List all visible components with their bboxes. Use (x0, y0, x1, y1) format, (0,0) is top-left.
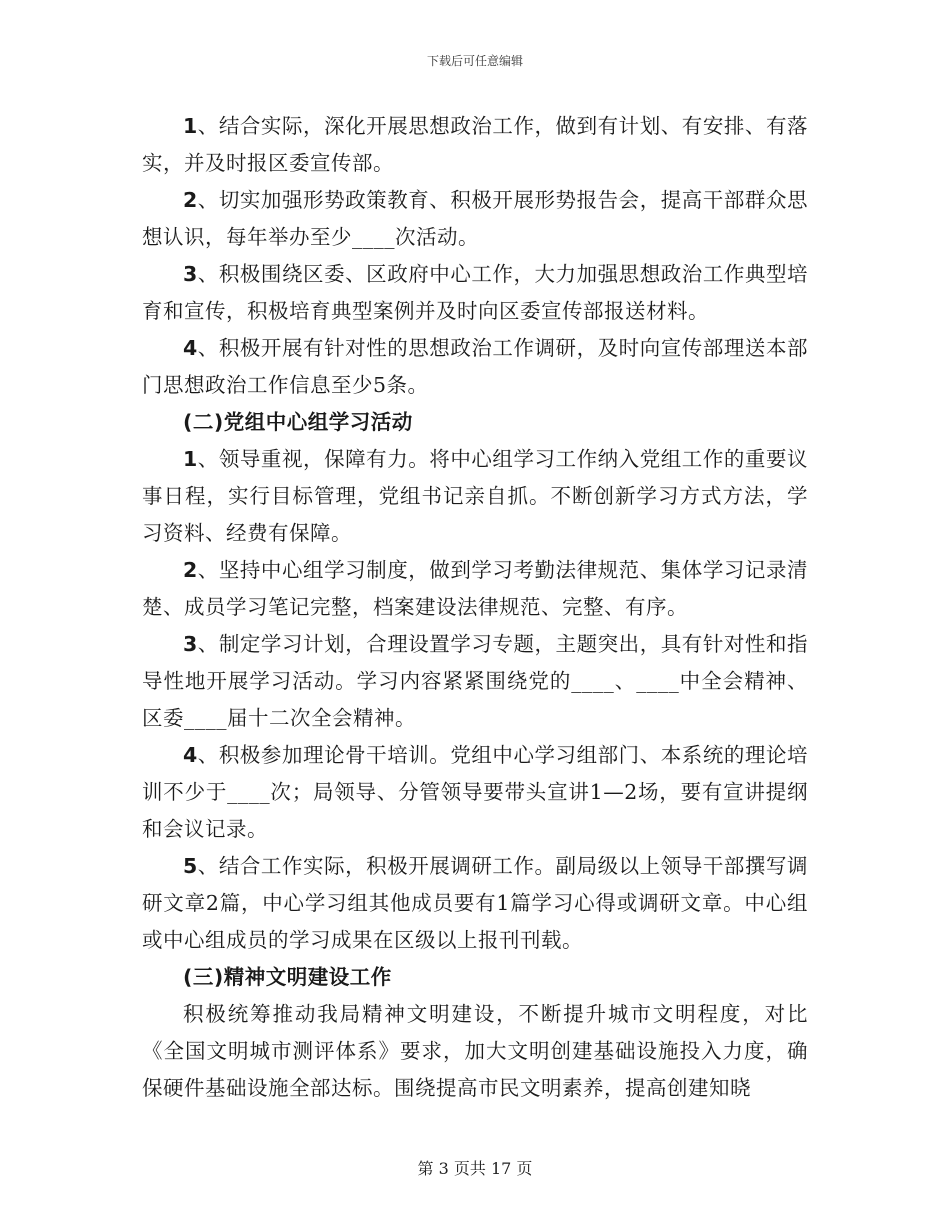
paragraph-item (142, 848, 808, 959)
paragraph-text: 、制定学习计划，合理设置学习专题，主题突出，具有针对性和指导性地开展学习活动。学习内容紧紧围绕党的____、____中全会精神、区委____届十二次全会精神。 (142, 632, 808, 730)
paragraph-item (142, 108, 808, 182)
paragraph-item (142, 330, 808, 404)
item-number: 3 (183, 632, 198, 656)
item-number: 1 (183, 114, 198, 138)
item-number: 5 (183, 854, 198, 878)
paragraph-text: 、结合实际，深化开展思想政治工作，做到有计划、有安排、有落实，并及时报区委宣传部。 (142, 114, 808, 175)
paragraph-text: 、切实加强形势政策教育、积极开展形势报告会，提高干部群众思想认识，每年举办至少____次活动。 (142, 188, 808, 249)
item-number: 4 (183, 743, 198, 767)
page-header: 下载后可任意编辑 (426, 54, 523, 68)
paragraph-item (142, 552, 808, 626)
paragraph-text: 积极统筹推动我局精神文明建设，不断提升城市文明程度，对比《全国文明城市测评体系》要求，加大文明创建基础设施投入力度，确保硬件基础设施全部达标。围绕提高市民文明素养，提高创建知晓 (142, 1002, 808, 1100)
item-number: 3 (183, 262, 198, 286)
item-number: 2 (183, 558, 198, 582)
document-body (142, 108, 808, 1107)
paragraph-item (142, 182, 808, 256)
item-number: 4 (183, 336, 198, 360)
section-heading: (二)党组中心组学习活动 (183, 410, 413, 434)
paragraph-item (142, 626, 808, 737)
paragraph-text: 、积极围绕区委、区政府中心工作，大力加强思想政治工作典型培育和宣传，积极培育典型案例并及时向区委宣传部报送材料。 (142, 262, 808, 323)
paragraph-text: 、结合工作实际，积极开展调研工作。副局级以上领导干部撰写调研文章2篇，中心学习组其他成员要有1篇学习心得或调研文章。中心组或中心组成员的学习成果在区级以上报刊刊载。 (142, 854, 808, 952)
paragraph-item (142, 441, 808, 552)
item-number: 2 (183, 188, 198, 212)
page-footer: 第 3 页共 17 页 (417, 1159, 533, 1178)
paragraph-item (142, 256, 808, 330)
paragraph-item (142, 737, 808, 848)
paragraph-text: 、坚持中心组学习制度，做到学习考勤法律规范、集体学习记录清楚、成员学习笔记完整，档案建设法律规范、完整、有序。 (142, 558, 808, 619)
paragraph-body (142, 996, 808, 1107)
paragraph-text: 、领导重视，保障有力。将中心组学习工作纳入党组工作的重要议事日程，实行目标管理，党组书记亲自抓。不断创新学习方式方法，学习资料、经费有保障。 (142, 447, 808, 545)
paragraph-text: 、积极开展有针对性的思想政治工作调研，及时向宣传部理送本部门思想政治工作信息至少5条。 (142, 336, 808, 397)
item-number: 1 (183, 447, 198, 471)
section-heading: (三)精神文明建设工作 (183, 965, 392, 989)
paragraph-text: 、积极参加理论骨干培训。党组中心学习组部门、本系统的理论培训不少于____次；局领导、分管领导要带头宣讲1—2场，要有宣讲提纲和会议记录。 (142, 743, 808, 841)
